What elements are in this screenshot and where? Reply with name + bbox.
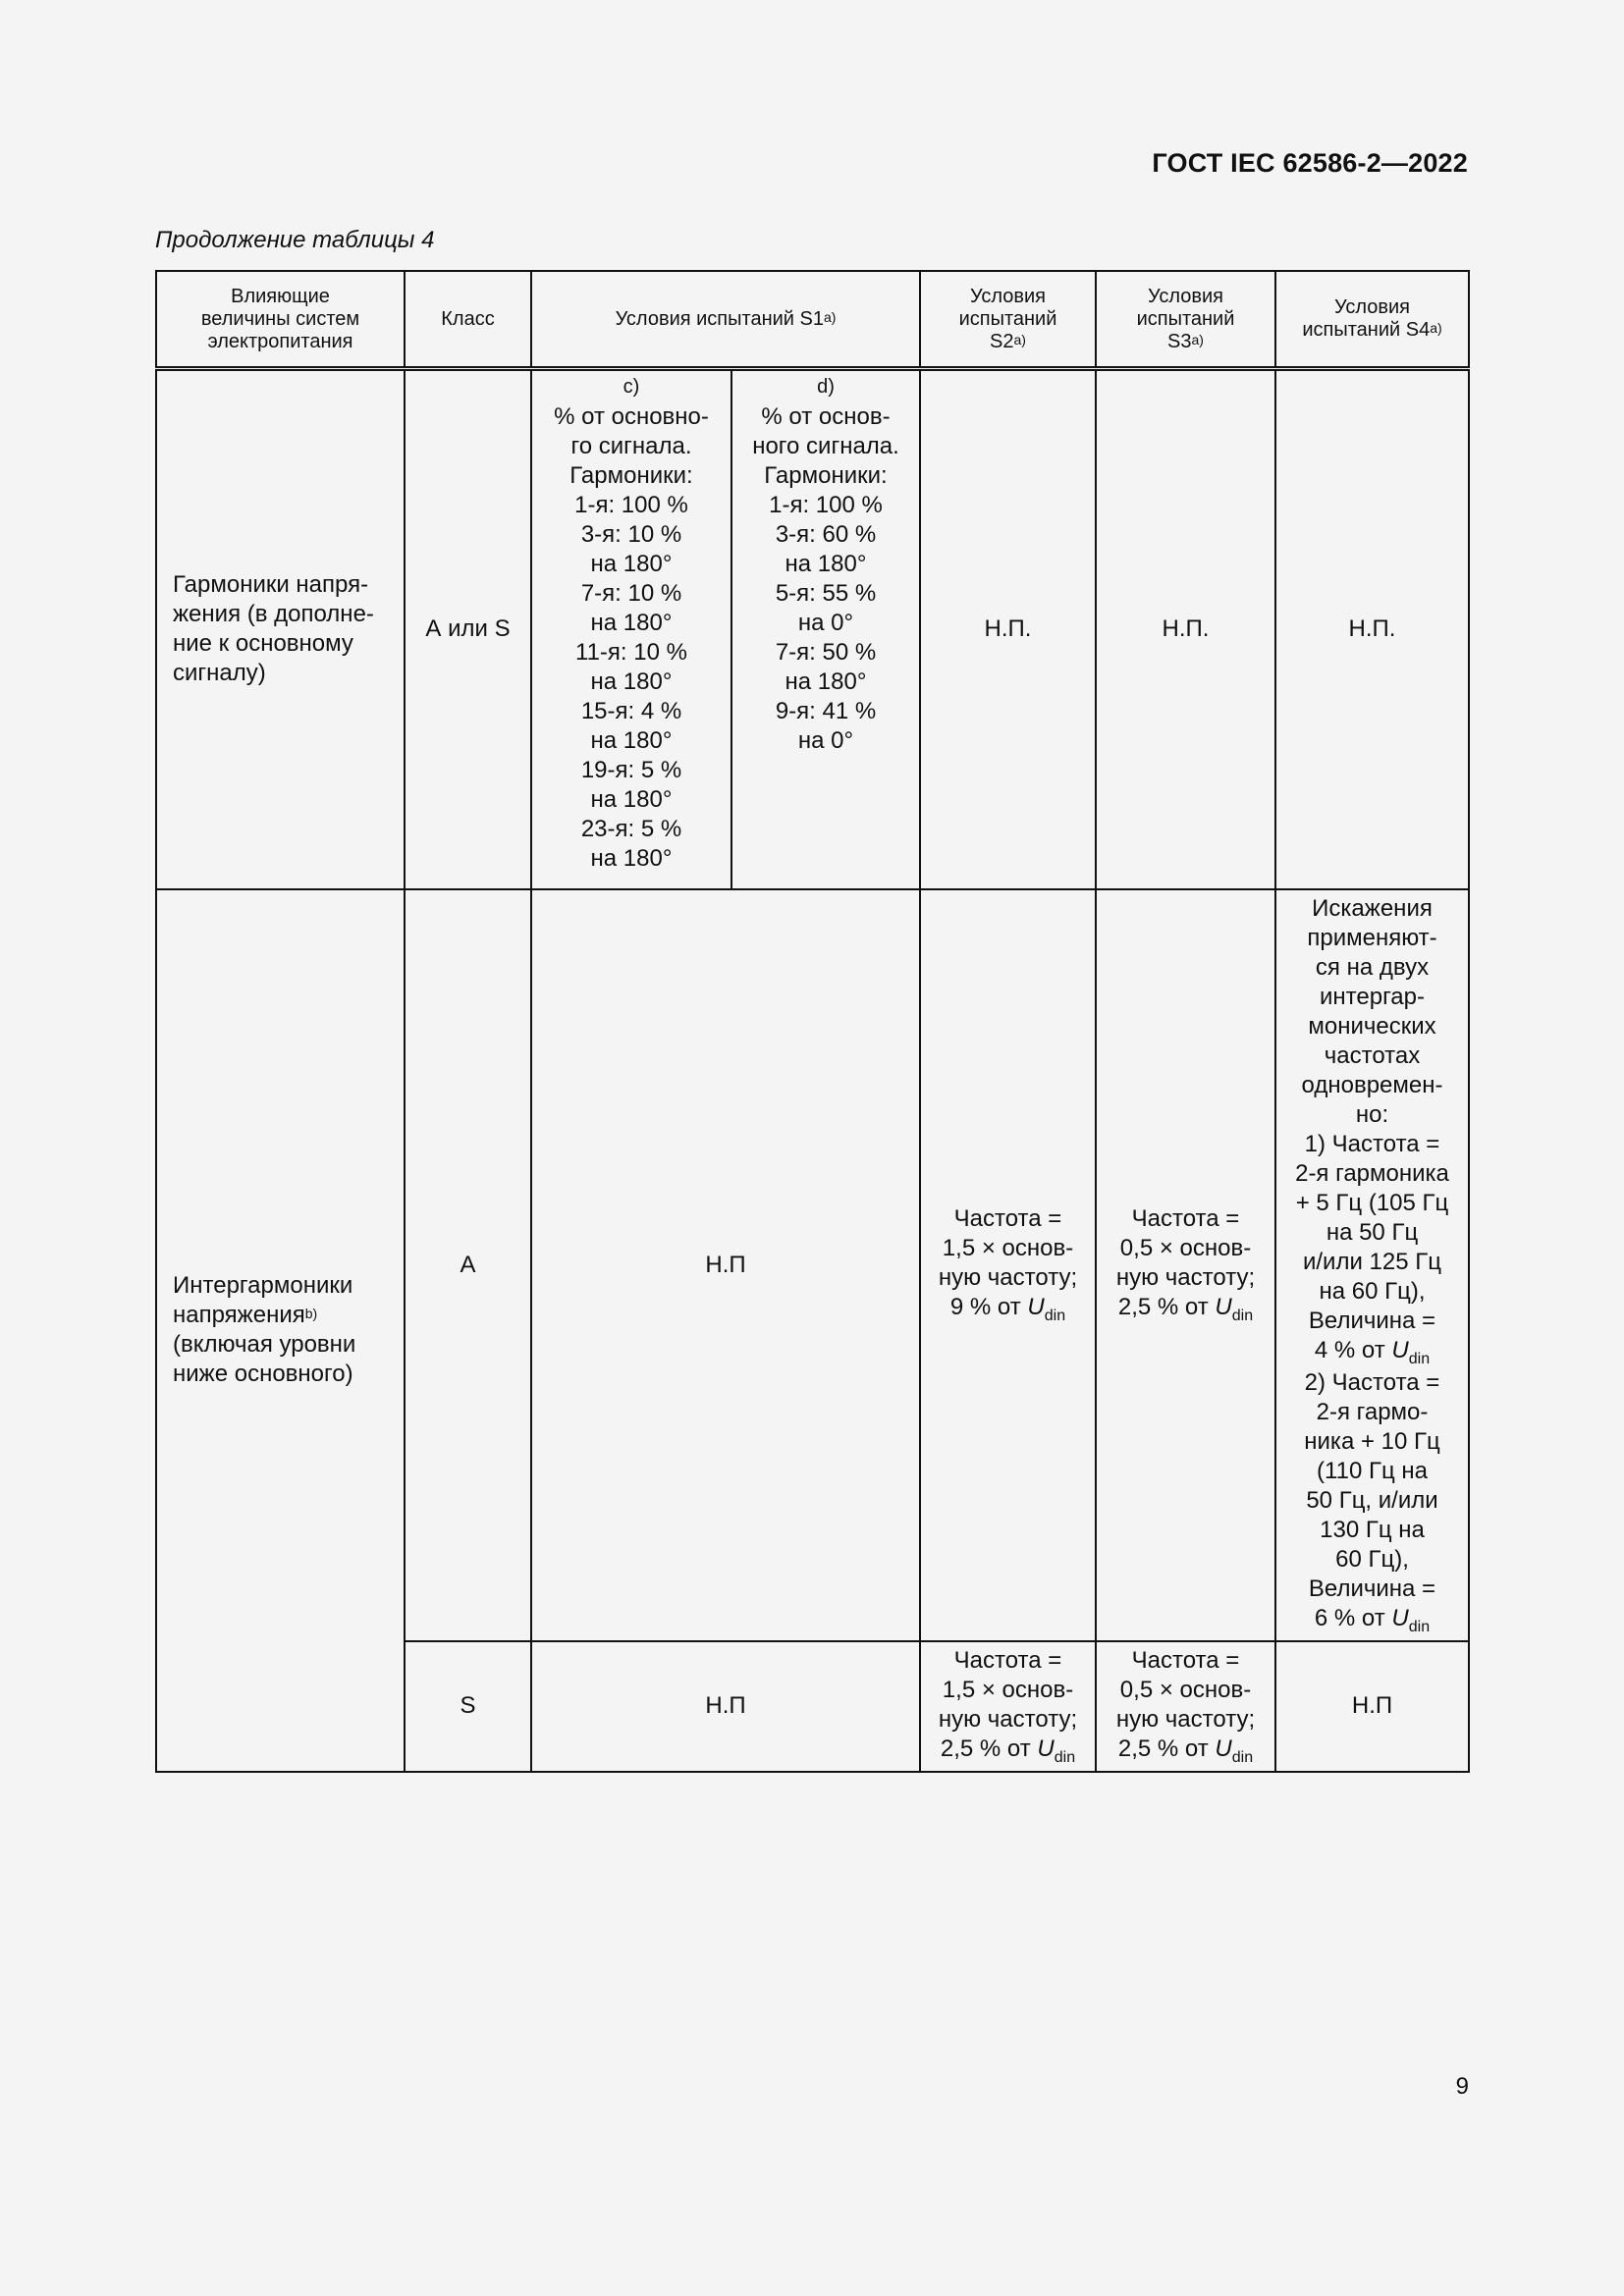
text-line: на 60 Гц),	[1319, 1277, 1426, 1305]
text-line: 1-я: 100 %	[769, 492, 883, 518]
interharmonics-s-s4: Н.П	[1275, 1641, 1469, 1772]
text-line: ную частоту;	[938, 1264, 1078, 1291]
header-s2: Условия испытаний S2$^{a)}$	[920, 271, 1096, 369]
header-class: Класс	[405, 271, 531, 369]
text-line: на 180°	[590, 668, 673, 695]
text-line: на 180°	[590, 786, 673, 813]
text-line: применяют-	[1307, 924, 1437, 951]
text-line: частотах	[1324, 1041, 1421, 1069]
text-line: 23-я: 5 %	[580, 816, 682, 842]
text-line: и/или 125 Гц	[1302, 1248, 1441, 1275]
interharmonics-a-class: А	[405, 889, 531, 1641]
interharmonics-s-class: S	[405, 1641, 531, 1772]
text-line: 11-я: 10 %	[575, 639, 687, 666]
text-line: ную частоту;	[1115, 1264, 1256, 1291]
interharmonics-a-s2: Частота = 1,5 × основ- ную частоту; 9 % от $U_{din}$	[920, 889, 1096, 1641]
text-line: на 180°	[590, 845, 673, 872]
interharmonics-a-s3: Частота = 0,5 × основ- ную частоту; 2,5 % от $U_{din}$	[1096, 889, 1275, 1641]
text-line: ную частоту;	[938, 1705, 1078, 1733]
text-line: одновремен-	[1301, 1071, 1443, 1098]
table-caption: Продолжение таблицы 4	[155, 227, 435, 253]
header-s3: Условия испытаний S3$^{a)}$	[1096, 271, 1275, 369]
table-4	[155, 270, 1470, 1773]
text-line: Частота =	[953, 1205, 1062, 1232]
interharmonics-a-s4: Искажения применяют- ся на двух интергар- монических частотах одновремен- но: 1) Частота = 2-я гармоника + 5 Гц (105 Гц на 50 Гц и/или 125 Гц на 60 Гц), Величина = 4 % от $U_{din}$ 2) Частота = 2-я гармо- ника + 10 Гц (110 Гц на 50 Гц, и/или 130 Гц на 60 Гц), Величина = 6 % от $U_{din}$	[1275, 889, 1469, 1641]
text-line: Гармоники:	[569, 462, 693, 489]
row-interharmonics-a	[156, 889, 1469, 1641]
text-line: монических	[1308, 1012, 1436, 1040]
text-line: интергар-	[1320, 983, 1425, 1010]
harmonics-influence: Гармоники напря- жения (в дополне- ние к основному сигналу)	[156, 369, 405, 889]
text-line: 3-я: 60 %	[775, 521, 877, 548]
header-s4: Условия испытаний S4$^{a)}$	[1275, 271, 1469, 369]
text-line: на 180°	[785, 551, 867, 577]
row-harmonics	[156, 369, 1469, 889]
harmonics-s2: Н.П.	[920, 369, 1096, 889]
text-line: ся на двух	[1315, 953, 1430, 981]
text-line: % от основно-	[554, 403, 709, 430]
text-line: % от основ-	[761, 403, 891, 430]
text-line: Величина =	[1308, 1575, 1436, 1602]
text-line: 2-я гармоника	[1295, 1159, 1449, 1187]
interharmonics-s-s2: Частота = 1,5 × основ- ную частоту; 2,5 % от $U_{din}$	[920, 1641, 1096, 1772]
text-line: 0,5 × основ-	[1119, 1676, 1252, 1703]
harmonics-s1-d-lines	[738, 402, 913, 756]
interharmonics-influence: Интергармоники напряжения$^{b)}$ (включая уровни ниже основного)	[156, 889, 405, 1772]
text-line: 7-я: 10 %	[580, 580, 682, 607]
document-code: ГОСТ IEC 62586-2—2022	[1152, 148, 1468, 178]
text-line: Частота =	[1131, 1646, 1240, 1674]
text-line: + 5 Гц (105 Гц	[1295, 1189, 1449, 1216]
text-line: (110 Гц на	[1317, 1457, 1428, 1484]
harmonics-s3: Н.П.	[1096, 369, 1275, 889]
text-line: 1) Частота =	[1304, 1130, 1440, 1157]
text-line: 19-я: 5 %	[580, 757, 682, 783]
harmonics-s1-c: c) % от основно- го сигнала. Гармоники: 1-я: 100 % 3-я: 10 % на 180° 7-я: 10 % на 180° 11-я: 10 % на 180° 15-я: 4 % на 180° 19-я: 5 % на 180° 23-я: 5 % на 180°	[531, 369, 731, 889]
text-line: на 50 Гц	[1326, 1218, 1419, 1246]
harmonics-s4: Н.П.	[1275, 369, 1469, 889]
interharmonics-s-s3: Частота = 0,5 × основ- ную частоту; 2,5 % от $U_{din}$	[1096, 1641, 1275, 1772]
text-line: Частота =	[953, 1646, 1062, 1674]
text-line: Гармоники:	[764, 462, 888, 489]
header-influence: Влияющие величины систем электропитания	[156, 271, 405, 369]
text-line: на 0°	[797, 610, 854, 636]
text-line: 5-я: 55 %	[775, 580, 877, 607]
text-line: 3-я: 10 %	[580, 521, 682, 548]
text-line: 2-я гармо-	[1316, 1398, 1429, 1425]
text-line: на 180°	[590, 551, 673, 577]
page-number: 9	[1455, 2073, 1469, 2100]
text-line: Частота =	[1131, 1205, 1240, 1232]
text-line: 60 Гц),	[1335, 1545, 1409, 1573]
text-line: на 0°	[797, 727, 854, 754]
text-line: Величина =	[1308, 1307, 1436, 1334]
text-line: на 180°	[590, 727, 673, 754]
text-line: ника + 10 Гц	[1304, 1427, 1440, 1455]
text-line: 130 Гц на	[1320, 1516, 1425, 1543]
header-s1: Условия испытаний S1$^{a)}$	[531, 271, 920, 369]
text-line: но:	[1355, 1100, 1389, 1128]
interharmonics-a-s1: Н.П	[531, 889, 920, 1641]
text-line: 2) Частота =	[1304, 1368, 1440, 1396]
text-line: на 180°	[590, 610, 673, 636]
harmonics-s1-d: d) % от основ- ного сигнала. Гармоники: 1-я: 100 % 3-я: 60 % на 180° 5-я: 55 % на 0° 7-я: 50 % на 180° 9-я: 41 % на 0°	[731, 369, 920, 889]
text-line: Искажения	[1312, 894, 1433, 922]
harmonics-class: А или S	[405, 369, 531, 889]
text-line: 50 Гц, и/или	[1306, 1486, 1438, 1514]
text-line: 1,5 × основ-	[942, 1235, 1074, 1261]
text-line: на 180°	[785, 668, 867, 695]
text-line: ного сигнала.	[752, 433, 899, 459]
interharmonics-s-s1: Н.П	[531, 1641, 920, 1772]
text-line: 9-я: 41 %	[775, 698, 877, 724]
harmonics-s1-c-lines	[538, 402, 725, 874]
text-line: го сигнала.	[570, 433, 692, 459]
text-line: ную частоту;	[1115, 1705, 1256, 1733]
text-line: 1-я: 100 %	[574, 492, 688, 518]
text-line: 15-я: 4 %	[580, 698, 682, 724]
text-line: 0,5 × основ-	[1119, 1235, 1252, 1261]
text-line: 7-я: 50 %	[775, 639, 877, 666]
text-line: 1,5 × основ-	[942, 1676, 1074, 1703]
header-row	[156, 271, 1469, 369]
